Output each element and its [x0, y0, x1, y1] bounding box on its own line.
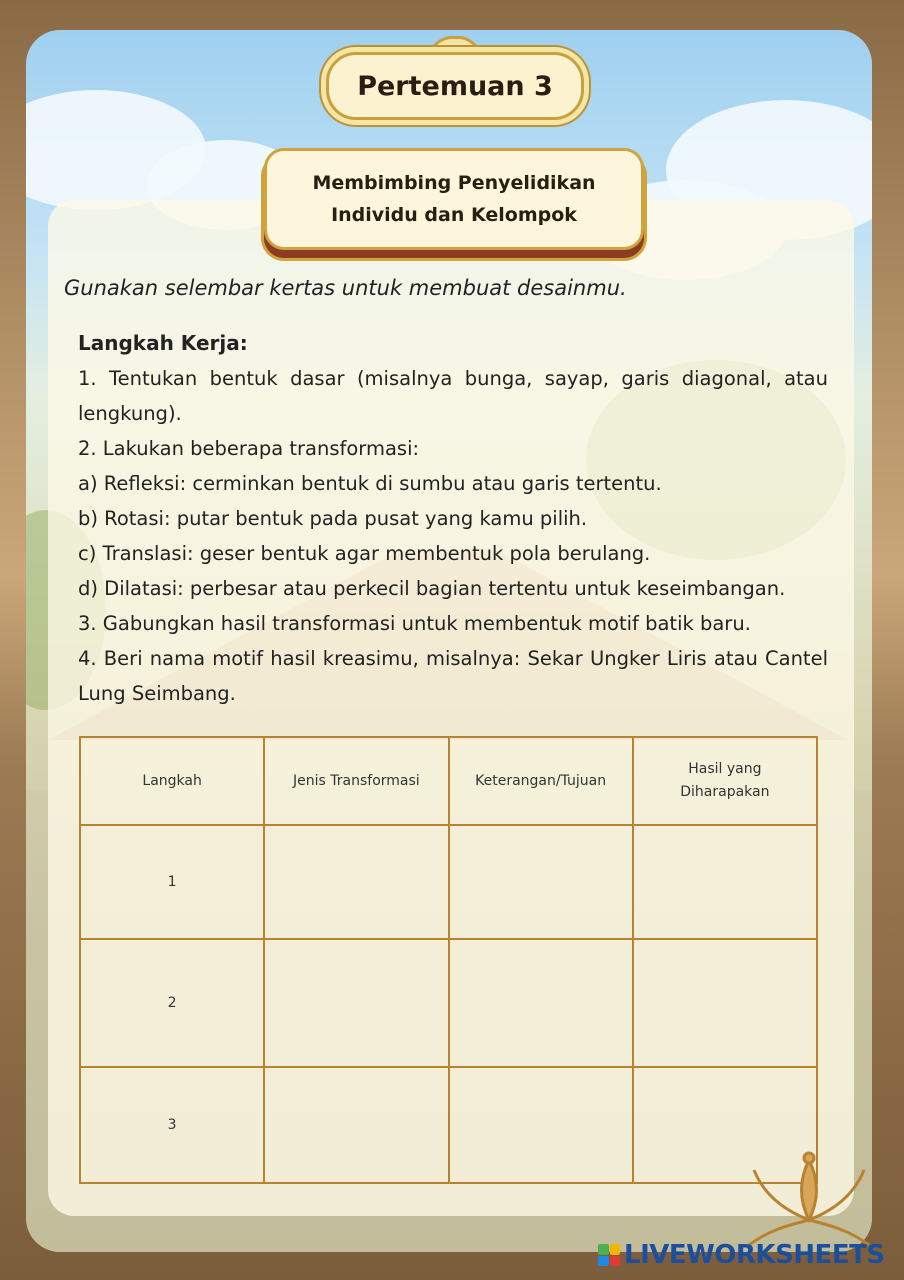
keterangan-input-cell[interactable]	[449, 939, 633, 1067]
watermark-text: LIVEWORKSHEETS	[624, 1240, 885, 1270]
transformation-table	[79, 736, 818, 1184]
step-item: 1. Tentukan bentuk dasar (misalnya bunga, sayap, garis diagonal, atau lengkung).	[78, 367, 828, 425]
table-row	[80, 939, 817, 1067]
hasil-input-cell[interactable]	[633, 939, 817, 1067]
step-item: b) Rotasi: putar bentuk pada pusat yang kamu pilih.	[78, 507, 588, 530]
steps-heading: Langkah Kerja:	[78, 331, 248, 355]
step-item: a) Refleksi: cerminkan bentuk di sumbu atau garis tertentu.	[78, 472, 662, 495]
hasil-input-cell[interactable]	[633, 825, 817, 939]
keterangan-input-cell[interactable]	[449, 825, 633, 939]
liveworksheets-logo-icon	[598, 1244, 620, 1266]
step-item: c) Translasi: geser bentuk agar membentuk pola berulang.	[78, 542, 651, 565]
subtitle-line-2: Individu dan Kelompok	[331, 204, 577, 226]
batik-ornament-icon	[744, 1150, 874, 1250]
step-number-cell: 3	[80, 1067, 264, 1183]
column-header-jenis: Jenis Transformasi	[264, 737, 448, 825]
work-steps	[78, 326, 828, 711]
instruction-text: Gunakan selembar kertas untuk membuat desainmu.	[64, 276, 627, 300]
step-item: 4. Beri nama motif hasil kreasimu, misalnya: Sekar Ungker Liris atau Cantel Lung Seimbang.	[78, 647, 828, 705]
column-header-hasil	[633, 737, 817, 825]
step-item: d) Dilatasi: perbesar atau perkecil bagian tertentu untuk keseimbangan.	[78, 577, 786, 600]
column-header-keterangan: Keterangan/Tujuan	[449, 737, 633, 825]
table-row	[80, 1067, 817, 1183]
table-header-row	[80, 737, 817, 825]
column-header-hasil-line1: Hasil yang	[688, 761, 762, 777]
keterangan-input-cell[interactable]	[449, 1067, 633, 1183]
step-item: 3. Gabungkan hasil transformasi untuk membentuk motif batik baru.	[78, 612, 751, 635]
liveworksheets-watermark	[598, 1240, 885, 1270]
subtitle-line-1: Membimbing Penyelidikan	[312, 172, 596, 194]
title-plaque	[326, 52, 584, 120]
step-number-cell: 2	[80, 939, 264, 1067]
column-header-hasil-line2: Diharapakan	[680, 784, 770, 800]
step-item: 2. Lakukan beberapa transformasi:	[78, 437, 420, 460]
jenis-input-cell[interactable]	[264, 825, 448, 939]
jenis-input-cell[interactable]	[264, 1067, 448, 1183]
step-number-cell: 1	[80, 825, 264, 939]
table-row	[80, 825, 817, 939]
subtitle-plaque	[264, 148, 644, 250]
page-title: Pertemuan 3	[357, 70, 553, 102]
column-header-langkah: Langkah	[80, 737, 264, 825]
jenis-input-cell[interactable]	[264, 939, 448, 1067]
